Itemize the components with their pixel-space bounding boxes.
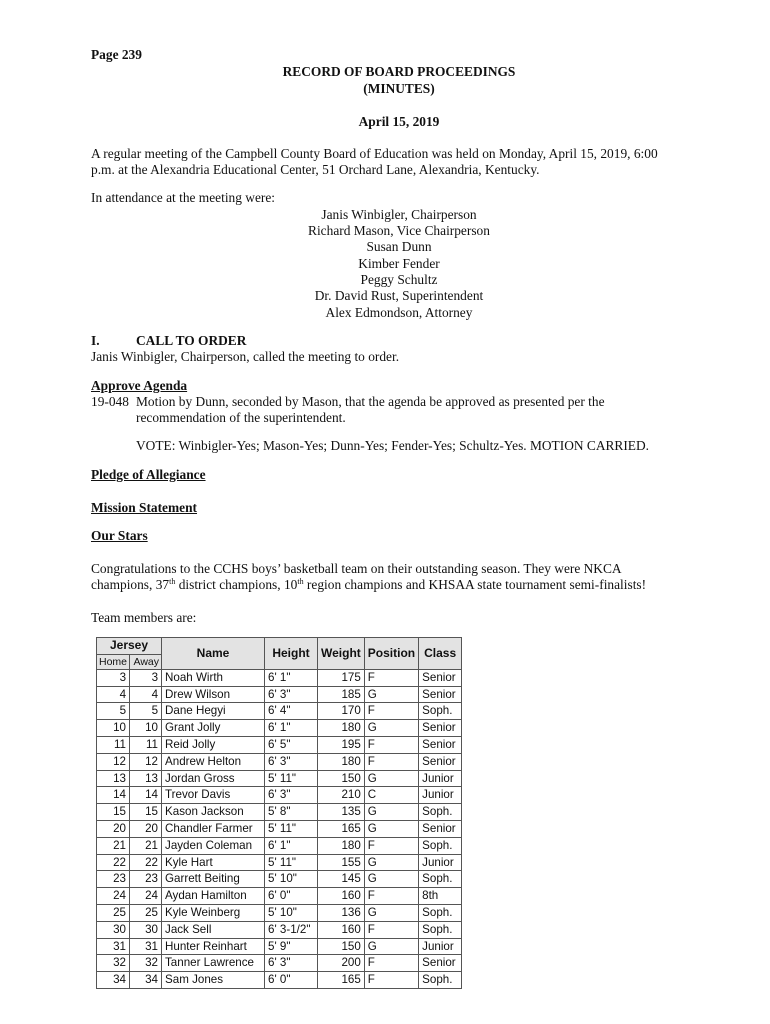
home-number: 21 bbox=[97, 837, 130, 854]
player-position: G bbox=[364, 820, 418, 837]
player-weight: 180 bbox=[318, 837, 365, 854]
player-weight: 175 bbox=[318, 669, 365, 686]
player-class: Senior bbox=[419, 736, 462, 753]
home-number: 5 bbox=[97, 703, 130, 720]
header-weight: Weight bbox=[318, 638, 365, 670]
away-number: 5 bbox=[130, 703, 162, 720]
congrats-line-1: Congratulations to the CCHS boys’ basketball team on their outstanding season. They were NKCA bbox=[91, 561, 622, 576]
player-class: Senior bbox=[419, 686, 462, 703]
motion-line-1: Motion by Dunn, seconded by Mason, that the agenda be approved as presented per the bbox=[136, 394, 605, 409]
table-row bbox=[97, 669, 462, 686]
section-heading: CALL TO ORDER bbox=[136, 333, 247, 348]
player-weight: 180 bbox=[318, 720, 365, 737]
player-height: 5' 10" bbox=[265, 904, 318, 921]
home-number: 23 bbox=[97, 871, 130, 888]
table-row bbox=[97, 888, 462, 905]
away-number: 23 bbox=[130, 871, 162, 888]
player-position: G bbox=[364, 938, 418, 955]
away-number: 13 bbox=[130, 770, 162, 787]
player-position: F bbox=[364, 921, 418, 938]
vote-line: VOTE: Winbigler-Yes; Mason-Yes; Dunn-Yes; Fender-Yes; Schultz-Yes. MOTION CARRIED. bbox=[136, 438, 650, 453]
player-name: Hunter Reinhart bbox=[162, 938, 265, 955]
player-class: Junior bbox=[419, 854, 462, 871]
home-number: 30 bbox=[97, 921, 130, 938]
table-row bbox=[97, 686, 462, 703]
player-position: F bbox=[364, 736, 418, 753]
home-number: 10 bbox=[97, 720, 130, 737]
approve-agenda-heading: Approve Agenda bbox=[91, 378, 188, 393]
player-position: G bbox=[364, 720, 418, 737]
table-row bbox=[97, 703, 462, 720]
home-number: 14 bbox=[97, 787, 130, 804]
home-number: 4 bbox=[97, 686, 130, 703]
player-height: 5' 8" bbox=[265, 804, 318, 821]
header-jersey: Jersey bbox=[97, 638, 162, 655]
player-name: Tanner Lawrence bbox=[162, 955, 265, 972]
player-class: Soph. bbox=[419, 921, 462, 938]
player-class: Senior bbox=[419, 955, 462, 972]
team-roster-table bbox=[96, 637, 462, 989]
player-class: Soph. bbox=[419, 703, 462, 720]
player-class: Soph. bbox=[419, 837, 462, 854]
player-name: Drew Wilson bbox=[162, 686, 265, 703]
table-row bbox=[97, 871, 462, 888]
attendance-intro: In attendance at the meeting were: bbox=[91, 190, 276, 205]
player-position: F bbox=[364, 837, 418, 854]
player-class: Junior bbox=[419, 938, 462, 955]
home-number: 24 bbox=[97, 888, 130, 905]
table-row bbox=[97, 921, 462, 938]
player-height: 6' 1" bbox=[265, 837, 318, 854]
home-number: 11 bbox=[97, 736, 130, 753]
player-weight: 135 bbox=[318, 804, 365, 821]
table-row bbox=[97, 804, 462, 821]
player-position: C bbox=[364, 787, 418, 804]
table-row bbox=[97, 854, 462, 871]
meeting-date: April 15, 2019 bbox=[358, 114, 440, 129]
player-class: Senior bbox=[419, 820, 462, 837]
player-position: F bbox=[364, 703, 418, 720]
away-number: 11 bbox=[130, 736, 162, 753]
player-height: 6' 1" bbox=[265, 720, 318, 737]
header-height: Height bbox=[265, 638, 318, 670]
player-name: Jack Sell bbox=[162, 921, 265, 938]
attendee: Dr. David Rust, Superintendent bbox=[314, 288, 484, 303]
attendee: Janis Winbigler, Chairperson bbox=[321, 207, 477, 222]
player-weight: 155 bbox=[318, 854, 365, 871]
player-height: 6' 0" bbox=[265, 972, 318, 989]
player-position: F bbox=[364, 669, 418, 686]
table-row bbox=[97, 720, 462, 737]
table-row bbox=[97, 770, 462, 787]
player-name: Aydan Hamilton bbox=[162, 888, 265, 905]
pledge-heading: Pledge of Allegiance bbox=[91, 467, 206, 482]
player-height: 5' 11" bbox=[265, 820, 318, 837]
table-row bbox=[97, 837, 462, 854]
player-weight: 136 bbox=[318, 904, 365, 921]
section-text: Janis Winbigler, Chairperson, called the meeting to order. bbox=[91, 349, 400, 364]
player-position: G bbox=[364, 871, 418, 888]
header-name: Name bbox=[162, 638, 265, 670]
player-weight: 160 bbox=[318, 888, 365, 905]
player-name: Jayden Coleman bbox=[162, 837, 265, 854]
player-weight: 170 bbox=[318, 703, 365, 720]
player-position: F bbox=[364, 955, 418, 972]
away-number: 25 bbox=[130, 904, 162, 921]
away-number: 20 bbox=[130, 820, 162, 837]
player-name: Chandler Farmer bbox=[162, 820, 265, 837]
player-position: F bbox=[364, 888, 418, 905]
attendee: Richard Mason, Vice Chairperson bbox=[308, 223, 490, 238]
player-name: Kason Jackson bbox=[162, 804, 265, 821]
header-class: Class bbox=[419, 638, 462, 670]
player-height: 6' 3" bbox=[265, 955, 318, 972]
player-name: Trevor Davis bbox=[162, 787, 265, 804]
player-class: Soph. bbox=[419, 972, 462, 989]
player-height: 6' 3" bbox=[265, 787, 318, 804]
table-row bbox=[97, 753, 462, 770]
player-weight: 185 bbox=[318, 686, 365, 703]
congrats-line-2: champions, 37th district champions, 10th region champions and KHSAA state tournament semi-finalists! bbox=[91, 577, 647, 592]
attendee: Kimber Fender bbox=[358, 256, 440, 271]
attendee: Susan Dunn bbox=[366, 239, 432, 254]
player-weight: 165 bbox=[318, 820, 365, 837]
player-class: Junior bbox=[419, 770, 462, 787]
away-number: 22 bbox=[130, 854, 162, 871]
header-home: Home bbox=[97, 654, 130, 669]
player-height: 6' 3-1/2" bbox=[265, 921, 318, 938]
home-number: 12 bbox=[97, 753, 130, 770]
home-number: 3 bbox=[97, 669, 130, 686]
table-row bbox=[97, 904, 462, 921]
player-weight: 150 bbox=[318, 770, 365, 787]
player-class: Junior bbox=[419, 787, 462, 804]
player-position: G bbox=[364, 854, 418, 871]
player-height: 5' 11" bbox=[265, 770, 318, 787]
player-name: Kyle Hart bbox=[162, 854, 265, 871]
player-name: Noah Wirth bbox=[162, 669, 265, 686]
player-class: Soph. bbox=[419, 904, 462, 921]
player-height: 6' 3" bbox=[265, 753, 318, 770]
away-number: 30 bbox=[130, 921, 162, 938]
player-class: Soph. bbox=[419, 804, 462, 821]
player-height: 6' 0" bbox=[265, 888, 318, 905]
player-weight: 200 bbox=[318, 955, 365, 972]
player-height: 5' 11" bbox=[265, 854, 318, 871]
player-name: Reid Jolly bbox=[162, 736, 265, 753]
away-number: 10 bbox=[130, 720, 162, 737]
player-position: G bbox=[364, 686, 418, 703]
player-height: 6' 5" bbox=[265, 736, 318, 753]
page-number: Page 239 bbox=[91, 47, 142, 62]
away-number: 34 bbox=[130, 972, 162, 989]
document-title: RECORD OF BOARD PROCEEDINGS bbox=[282, 64, 516, 79]
away-number: 12 bbox=[130, 753, 162, 770]
player-weight: 145 bbox=[318, 871, 365, 888]
table-row bbox=[97, 972, 462, 989]
section-number: I. bbox=[91, 333, 100, 348]
motion-number: 19-048 bbox=[91, 394, 129, 409]
player-name: Grant Jolly bbox=[162, 720, 265, 737]
player-position: F bbox=[364, 972, 418, 989]
player-height: 5' 9" bbox=[265, 938, 318, 955]
player-name: Garrett Beiting bbox=[162, 871, 265, 888]
home-number: 20 bbox=[97, 820, 130, 837]
player-name: Kyle Weinberg bbox=[162, 904, 265, 921]
home-number: 25 bbox=[97, 904, 130, 921]
table-row bbox=[97, 955, 462, 972]
away-number: 31 bbox=[130, 938, 162, 955]
table-row bbox=[97, 787, 462, 804]
away-number: 24 bbox=[130, 888, 162, 905]
player-height: 6' 3" bbox=[265, 686, 318, 703]
player-name: Andrew Helton bbox=[162, 753, 265, 770]
player-position: G bbox=[364, 770, 418, 787]
header-position: Position bbox=[364, 638, 418, 670]
player-class: Soph. bbox=[419, 871, 462, 888]
mission-heading: Mission Statement bbox=[91, 500, 198, 515]
player-weight: 195 bbox=[318, 736, 365, 753]
stars-heading: Our Stars bbox=[91, 528, 148, 543]
home-number: 32 bbox=[97, 955, 130, 972]
away-number: 32 bbox=[130, 955, 162, 972]
away-number: 21 bbox=[130, 837, 162, 854]
home-number: 22 bbox=[97, 854, 130, 871]
home-number: 13 bbox=[97, 770, 130, 787]
table-row bbox=[97, 938, 462, 955]
away-number: 15 bbox=[130, 804, 162, 821]
header-away: Away bbox=[130, 654, 162, 669]
player-height: 6' 1" bbox=[265, 669, 318, 686]
player-class: Senior bbox=[419, 753, 462, 770]
player-position: G bbox=[364, 904, 418, 921]
table-row bbox=[97, 820, 462, 837]
away-number: 3 bbox=[130, 669, 162, 686]
player-class: Senior bbox=[419, 669, 462, 686]
player-height: 5' 10" bbox=[265, 871, 318, 888]
table-row bbox=[97, 736, 462, 753]
away-number: 14 bbox=[130, 787, 162, 804]
player-position: F bbox=[364, 753, 418, 770]
intro-line-1: A regular meeting of the Campbell County Board of Education was held on Monday, April 15, 2019, 6:00 bbox=[91, 146, 658, 161]
team-intro: Team members are: bbox=[91, 610, 197, 625]
motion-line-2: recommendation of the superintendent. bbox=[136, 410, 346, 425]
player-weight: 210 bbox=[318, 787, 365, 804]
away-number: 4 bbox=[130, 686, 162, 703]
player-weight: 150 bbox=[318, 938, 365, 955]
player-name: Jordan Gross bbox=[162, 770, 265, 787]
roster-body bbox=[97, 669, 462, 988]
player-name: Dane Hegyi bbox=[162, 703, 265, 720]
player-position: G bbox=[364, 804, 418, 821]
player-weight: 165 bbox=[318, 972, 365, 989]
intro-line-2: p.m. at the Alexandria Educational Center, 51 Orchard Lane, Alexandria, Kentucky. bbox=[91, 162, 540, 177]
player-height: 6' 4" bbox=[265, 703, 318, 720]
attendee: Alex Edmondson, Attorney bbox=[325, 305, 473, 320]
player-weight: 180 bbox=[318, 753, 365, 770]
player-name: Sam Jones bbox=[162, 972, 265, 989]
home-number: 15 bbox=[97, 804, 130, 821]
player-class: 8th bbox=[419, 888, 462, 905]
player-class: Senior bbox=[419, 720, 462, 737]
document-subtitle: (MINUTES) bbox=[363, 81, 435, 96]
home-number: 31 bbox=[97, 938, 130, 955]
home-number: 34 bbox=[97, 972, 130, 989]
player-weight: 160 bbox=[318, 921, 365, 938]
attendee: Peggy Schultz bbox=[360, 272, 438, 287]
